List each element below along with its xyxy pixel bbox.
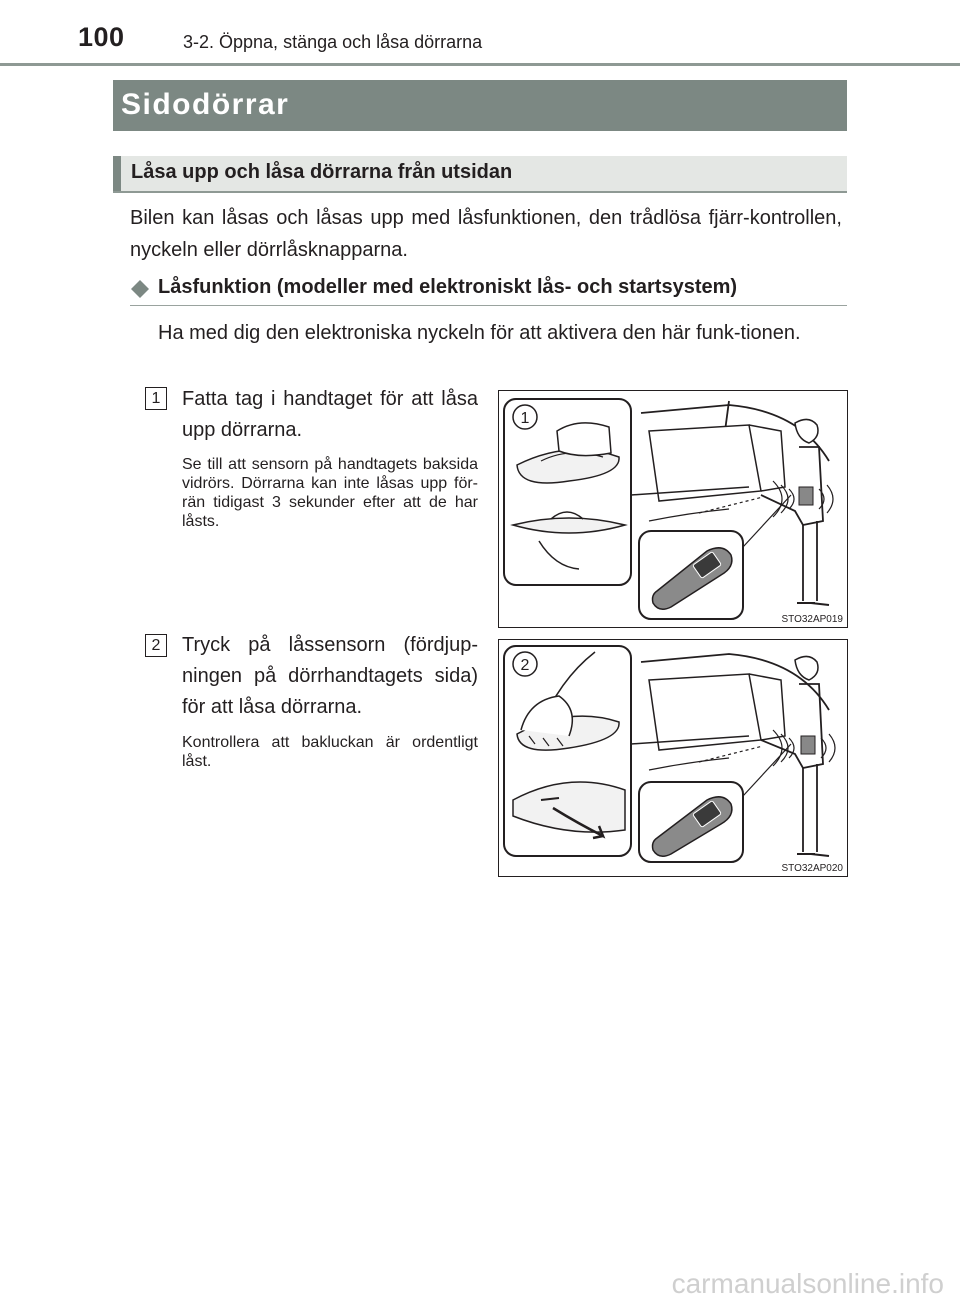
- footer-watermark: carmanualsonline.info: [671, 1268, 944, 1299]
- figure-1: [498, 390, 848, 628]
- subheading: Låsa upp och låsa dörrarna från utsidan: [131, 161, 513, 183]
- figure-2-code: STO32AP020: [781, 863, 843, 874]
- step-2-text: Tryck på låssensorn (fördjup-ningen på dörrhandtagets sida) för att låsa dörrarna.: [182, 634, 478, 718]
- bullet-paragraph: Ha med dig den elektroniska nyckeln för att aktivera den här funk-tionen.: [158, 322, 801, 344]
- bullet-heading: Låsfunktion (modeller med elektroniskt lås- och startsystem): [158, 276, 738, 298]
- figure-1-callout: 1: [520, 410, 530, 427]
- subheading-band: [113, 156, 847, 193]
- intro-paragraph: Bilen kan låsas och låsas upp med låsfunktionen, den trådlösa fjärr-kontrollen, nyckeln eller dörrlåsknapparna.: [130, 207, 842, 261]
- page-title: Sidodörrar: [121, 88, 290, 121]
- figure-2: [498, 639, 848, 877]
- header-rule: [0, 63, 960, 66]
- figure-1-code: STO32AP019: [781, 614, 843, 625]
- diamond-icon: [131, 280, 149, 298]
- page-number: 100: [78, 22, 125, 52]
- step-number-1: 1: [145, 387, 167, 410]
- subheading-bar: [113, 156, 121, 191]
- section-path: 3-2. Öppna, stänga och låsa dörrarna: [183, 32, 483, 52]
- figure-1-illustration: [499, 391, 847, 627]
- bullet-rule: [130, 305, 847, 306]
- title-band: [113, 80, 847, 131]
- figure-2-callout: 2: [520, 657, 530, 674]
- step-number-2: 2: [145, 634, 167, 657]
- step-2-note: Kontrollera att bakluckan är ordentligt låst.: [182, 734, 478, 770]
- step-1-text: Fatta tag i handtaget för att låsa upp dörrarna.: [182, 388, 478, 441]
- step-1-note: Se till att sensorn på handtagets baksida vidrörs. Dörrarna kan inte låsas upp för-rän tidigast 3 sekunder efter att de har låsts.: [182, 456, 478, 530]
- figure-2-illustration: [499, 640, 847, 876]
